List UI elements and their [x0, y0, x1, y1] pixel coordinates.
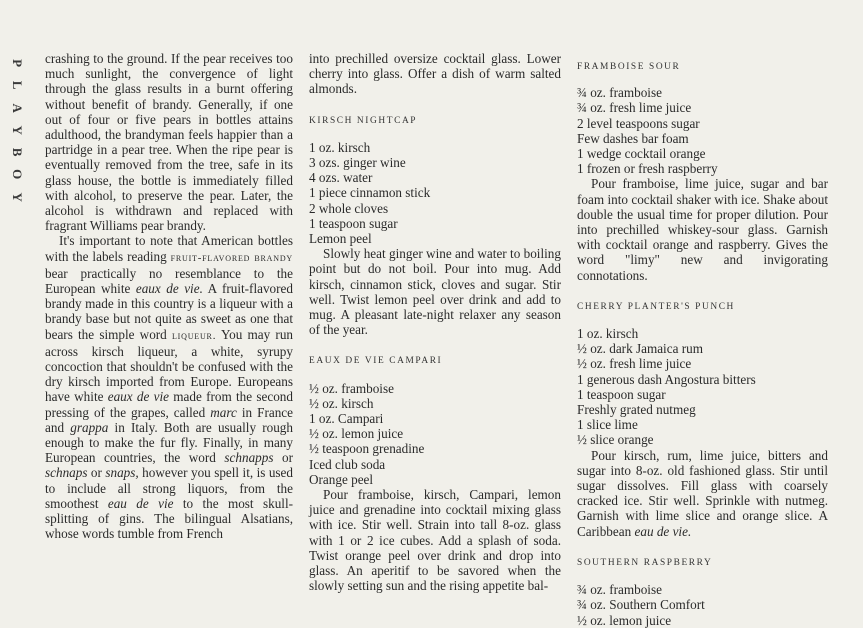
ingredient: ½ slice orange	[577, 432, 654, 448]
ingredient: ¾ oz. framboise	[577, 582, 662, 598]
recipe-title: FRAMBOISE SOUR	[577, 62, 681, 72]
ingredient: 3 ozs. ginger wine	[309, 155, 406, 171]
side-letter: B	[10, 147, 26, 157]
italic-text: eaux de vie	[107, 389, 169, 405]
column-right	[577, 51, 828, 628]
recipe-method: Pour kirsch, rum, lime juice, bitters and sugar into 8-oz. old fashioned glass. Stir until sugar dissolves. Fill glass with coarsely cracked ice. Stir well. Sprinkle with nutmeg. Garnish with lime slice and orange slice. A Caribbean eau de vie.	[577, 447, 828, 539]
ingredient: 1 slice lime	[577, 417, 638, 433]
ingredient: 4 ozs. water	[309, 170, 373, 186]
recipe-title: EAUX DE VIE CAMPARI	[309, 356, 443, 367]
recipe-title: KIRSCH NIGHTCAP	[309, 115, 418, 126]
ingredient-list	[577, 326, 828, 448]
ingredient-list	[309, 140, 561, 246]
ingredient: ½ oz. lemon juice	[309, 426, 404, 442]
ingredient: 1 piece cinnamon stick	[309, 185, 431, 201]
side-letter: Y	[10, 192, 26, 202]
side-letter: Y	[10, 125, 26, 135]
recipe-method: Slowly heat ginger wine and water to boiling point but do not boil. Pour into mug. Add kirsch, cinnamon stick, cloves and sugar. Stir well. Twist lemon peel over drink and add to mug. A pleasant late-night relaxer any season of the year.	[309, 246, 561, 338]
ingredient: ¾ oz. fresh lime juice	[577, 100, 692, 116]
recipe-method: Pour framboise, kirsch, Campari, lemon juice and grenadine into cocktail mixing glass with ice. Stir well. Strain into tall 8-oz. glass with 1 or 2 ice cubes. Add a splash of soda. Twist orange peel over drink and drop into glass. An aperitif to be savored when the slowly setting sun and the rising appetite bal-	[309, 487, 561, 594]
ingredient: ½ teaspoon grenadine	[309, 441, 425, 457]
ingredient: 1 oz. kirsch	[309, 139, 371, 155]
ingredient: Iced club soda	[309, 456, 386, 472]
italic-text: eau de vie.	[634, 523, 692, 539]
side-letter: L	[10, 81, 26, 90]
recipe-method: Pour framboise, lime juice, sugar and bar foam into cocktail shaker with ice. Shake about double the usual time for proper dilution. Pour into prechilled whiskey-sour glass. Garnish with cocktail orange and raspberry. Gives the word "limy" new and invigorating connotations.	[577, 176, 828, 283]
ingredient: Few dashes bar foam	[577, 130, 689, 146]
body-paragraph: It's important to note that American bottles with the labels reading fruit-flavored brandy bear practically no resemblance to the European white eaux de vie. A fruit-flavored brandy made in this country is a liqueur with a brandy base but not quite as sweet as one that bears the simple word liqueur. You may run across kirsch liqueur, a white, syrupy concoction that shouldn't be confused with the dry kirsch imported from Europe. Europeans have white eaux de vie made from the second pressing of the grapes, called marc in France and grappa in Italy. Both are usually rough enough to make the fur fly. Finally, in many European countries, the word schnapps or schnaps or snaps, however you spell it, is used to include all strong liquors, from the smoothest eau de vie to the most skull-splitting of gins. The bilingual Alsatians, whose words tumble from French	[45, 233, 294, 542]
italic-text: grappa	[70, 419, 109, 435]
italic-text: schnaps	[45, 465, 88, 481]
small-caps-text: fruit-flavored brandy	[170, 251, 293, 264]
ingredient: 1 oz. kirsch	[577, 326, 639, 342]
side-letter: A	[10, 103, 26, 113]
italic-text: eau de vie	[107, 495, 174, 511]
playboy-side-logo	[6, 52, 28, 208]
ingredient: ½ oz. lemon juice	[577, 612, 672, 628]
ingredient: 1 teaspoon sugar	[309, 215, 398, 231]
ingredient: 1 generous dash Angostura bitters	[577, 371, 756, 387]
ingredient-list	[309, 381, 561, 487]
body-paragraph: into prechilled oversize cocktail glass. Lower cherry into glass. Offer a dish of warm salted almonds.	[309, 51, 561, 97]
ingredient: 2 level teaspoons sugar	[577, 115, 700, 131]
ingredient: 1 oz. Campari	[309, 411, 384, 427]
side-letter: O	[10, 169, 26, 180]
ingredient: ½ oz. framboise	[309, 380, 394, 396]
ingredient: ½ oz. kirsch	[309, 395, 374, 411]
ingredient: ½ oz. fresh lime juice	[577, 356, 692, 372]
column-middle	[309, 51, 561, 594]
ingredient: 1 teaspoon sugar	[577, 386, 666, 402]
ingredient-list	[577, 85, 828, 176]
ingredient: Orange peel	[309, 471, 374, 487]
ingredient: 1 wedge cocktail orange	[577, 146, 706, 162]
ingredient: ¾ oz. framboise	[577, 85, 662, 101]
small-caps-text: liqueur.	[171, 329, 217, 342]
ingredient: ¾ oz. Southern Comfort	[577, 597, 705, 613]
ingredient: 2 whole cloves	[309, 200, 389, 216]
italic-text: marc	[210, 404, 237, 420]
italic-text: eaux de vie.	[135, 281, 203, 297]
italic-text: schnapps	[224, 450, 274, 466]
recipe-title: SOUTHERN RASPBERRY	[577, 557, 713, 568]
ingredient: Freshly grated nutmeg	[577, 402, 696, 418]
italic-text: snaps,	[105, 465, 139, 481]
body-paragraph: crashing to the ground. If the pear receives too much sunlight, the convergence of light through the glass results in a burnt offering without benefit of brandy. Generally, if one out of four or five pears in bottles attains adulthood, the brandyman feels happier than a partridge in a pear tree. When the ripe pear is eventually removed from the tree, safe in its glass house, the bottle is immediately filled with alcohol, to preserve the pear. Later, the alcohol is withdrawn and replaced with fragrant Williams pear brandy.	[45, 51, 293, 234]
ingredient: 1 frozen or fresh raspberry	[577, 161, 718, 177]
ingredient: ½ oz. dark Jamaica rum	[577, 341, 703, 357]
recipe-title: CHERRY PLANTER'S PUNCH	[577, 301, 735, 312]
ingredient: Lemon peel	[309, 231, 372, 247]
side-letter: P	[10, 59, 26, 68]
column-left	[45, 51, 293, 542]
